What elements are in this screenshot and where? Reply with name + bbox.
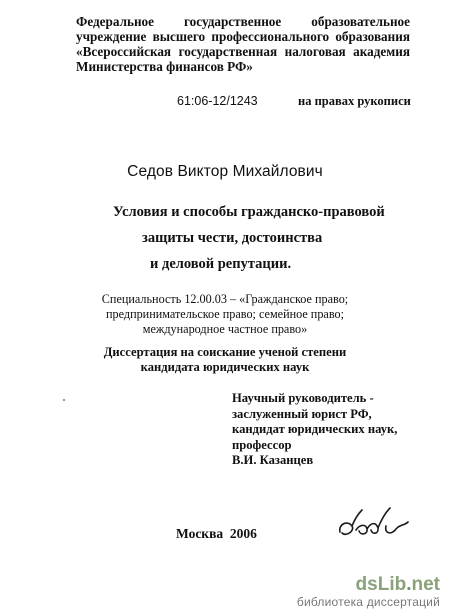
watermark-brand bbox=[297, 575, 440, 595]
supervisor-line-3: кандидат юридических наук, bbox=[232, 422, 398, 436]
institution-line-3: «Всероссийская государственная налоговая академия bbox=[76, 44, 410, 59]
degree-line-1: Диссертация на соискание ученой степени bbox=[103, 345, 347, 359]
degree-block bbox=[0, 345, 450, 375]
watermark-brand-a: dsLib bbox=[355, 574, 407, 595]
watermark-brand-dot: . bbox=[406, 574, 412, 595]
institution-header bbox=[76, 14, 410, 74]
supervisor-line-5: В.И. Казанцев bbox=[232, 453, 314, 467]
scan-speck bbox=[63, 399, 65, 401]
dslib-watermark[interactable] bbox=[297, 575, 440, 609]
specialty-line-2: предпринимательское право; семейное право; bbox=[106, 307, 344, 321]
supervisor-line-1: Научный руководитель - bbox=[232, 391, 374, 405]
supervisor-block bbox=[232, 391, 397, 469]
specialty-line-3: международное частное право» bbox=[142, 322, 308, 336]
title-line-2: защиты чести, достоинства bbox=[142, 230, 323, 246]
catalog-code: 61:06-12/1243 bbox=[177, 94, 258, 108]
title-line-1: Условия и способы гражданско-правовой bbox=[113, 204, 385, 220]
specialty-line-1: Специальность 12.00.03 – «Гражданское право; bbox=[101, 292, 349, 306]
institution-line-2: учреждение высшего профессионального образования bbox=[76, 29, 410, 44]
institution-line-4: Министерства финансов РФ» bbox=[76, 59, 253, 74]
specialty-block bbox=[0, 292, 450, 337]
place-year: Москва 2006 bbox=[176, 526, 257, 541]
institution-line-1: Федеральное государственное образовательное bbox=[76, 14, 410, 29]
manuscript-note: на правах рукописи bbox=[298, 94, 411, 108]
title-line-3: и деловой репутации. bbox=[150, 256, 292, 272]
supervisor-line-4: профессор bbox=[232, 437, 292, 452]
author-name: Седов Виктор Михайлович bbox=[127, 163, 323, 180]
watermark-subtitle: библиотека диссертаций bbox=[296, 595, 440, 609]
supervisor-line-2: заслуженный юрист РФ, bbox=[232, 406, 372, 421]
degree-line-2: кандидата юридических наук bbox=[140, 360, 310, 374]
watermark-brand-b: net bbox=[411, 574, 440, 595]
signature-image bbox=[334, 504, 414, 544]
